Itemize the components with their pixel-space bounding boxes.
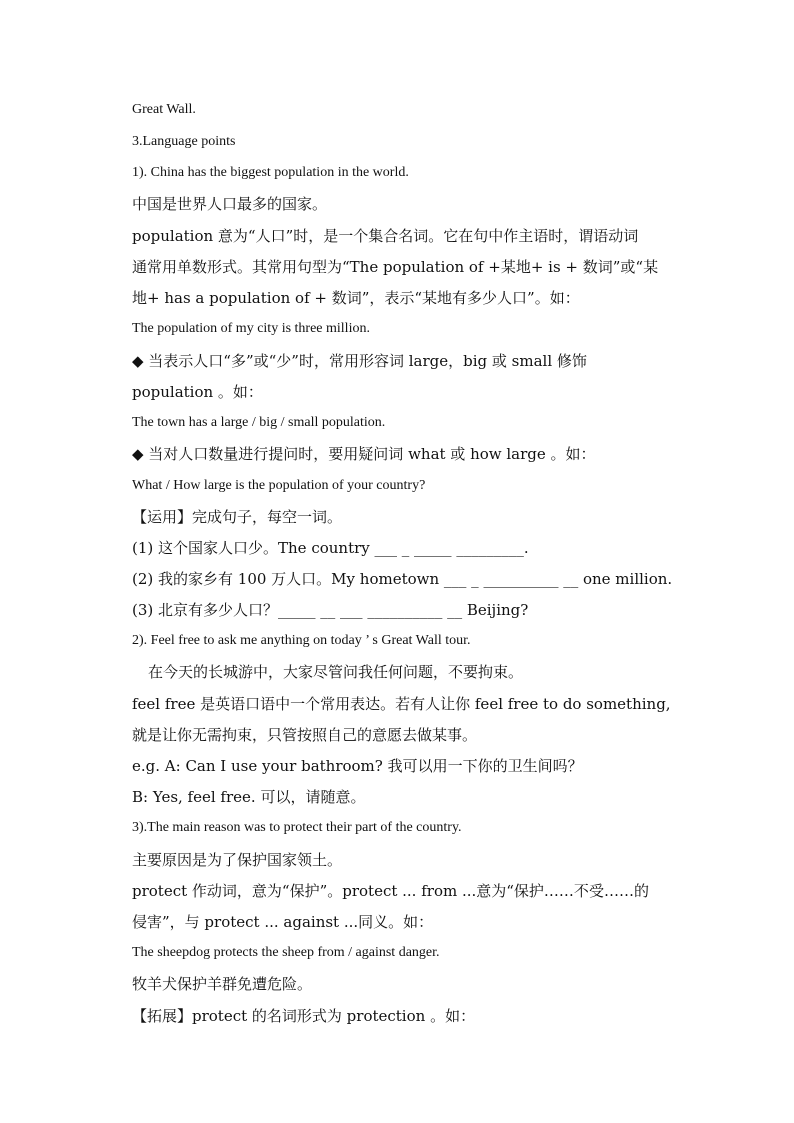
text-line: The town has a large / big / small population. (132, 415, 386, 430)
text-line: The population of my city is three million. (132, 321, 370, 336)
text-line: 侵害”，与 protect ... against ...同义。如： (132, 913, 434, 931)
text-line: 在今天的长城游中，大家尽管问我任何问题，不要拘束。 (148, 663, 524, 681)
text-line: 3.Language points (132, 134, 236, 149)
text-line: The sheepdog protects the sheep from / against danger. (132, 945, 440, 960)
text-line: protect 作动词，意为“保护”。protect ... from ...意为“保护……不受……的 (132, 882, 649, 900)
text-line: Great Wall. (132, 102, 196, 117)
text-line: 中国是世界人口最多的国家。 (132, 195, 328, 213)
text-line: 主要原因是为了保护国家领土。 (132, 851, 343, 869)
text-line: e.g. A: Can I use your bathroom? 我可以用一下你的卫生间吗？ (132, 757, 583, 775)
text-line: B: Yes, feel free. 可以，请随意。 (132, 788, 366, 806)
text-line: (2) 我的家乡有 100 万人口。My hometown ___ _ __________ __ one million. (132, 570, 673, 588)
text-line: (3) 北京有多少人口？_____ __ ___ __________ __ Beijing? (132, 601, 529, 619)
text-line: 地+ has a population of + 数词”，表示“某地有多少人口”。如： (132, 289, 580, 307)
text-line: 1). China has the biggest population in the world. (132, 165, 409, 180)
text-line: 【拓展】protect 的名词形式为 protection 。如： (132, 1007, 476, 1025)
text-line: feel free 是英语口语中一个常用表达。若有人让你 feel free to do something, (132, 695, 671, 713)
text-line: 通常用单数形式。其常用句型为“The population of +某地+ is + 数词”或“某 (132, 258, 659, 276)
text-line: 2). Feel free to ask me anything on today ’ s Great Wall tour. (132, 633, 471, 648)
text-line: ◆ 当对人口数量进行提问时，要用疑问词 what 或 how large 。如： (132, 445, 596, 463)
text-line: ◆ 当表示人口“多”或“少”时，常用形容词 large，big 或 small 修饰 (132, 352, 587, 370)
text-line: population 。如： (132, 383, 263, 401)
text-line: 3).The main reason was to protect their part of the country. (132, 820, 462, 835)
text-line: What / How large is the population of your country? (132, 478, 426, 493)
text-line: 牧羊犬保护羊群免遭危险。 (132, 975, 313, 993)
text-line: 就是让你无需拘束，只管按照自己的意愿去做某事。 (132, 726, 478, 744)
text-line: (1) 这个国家人口少。The country ___ _ _____ _________. (132, 539, 529, 557)
text-line: population 意为“人口”时，是一个集合名词。它在句中作主语时，谓语动词 (132, 227, 639, 245)
text-line: 【运用】完成句子，每空一词。 (132, 508, 343, 526)
